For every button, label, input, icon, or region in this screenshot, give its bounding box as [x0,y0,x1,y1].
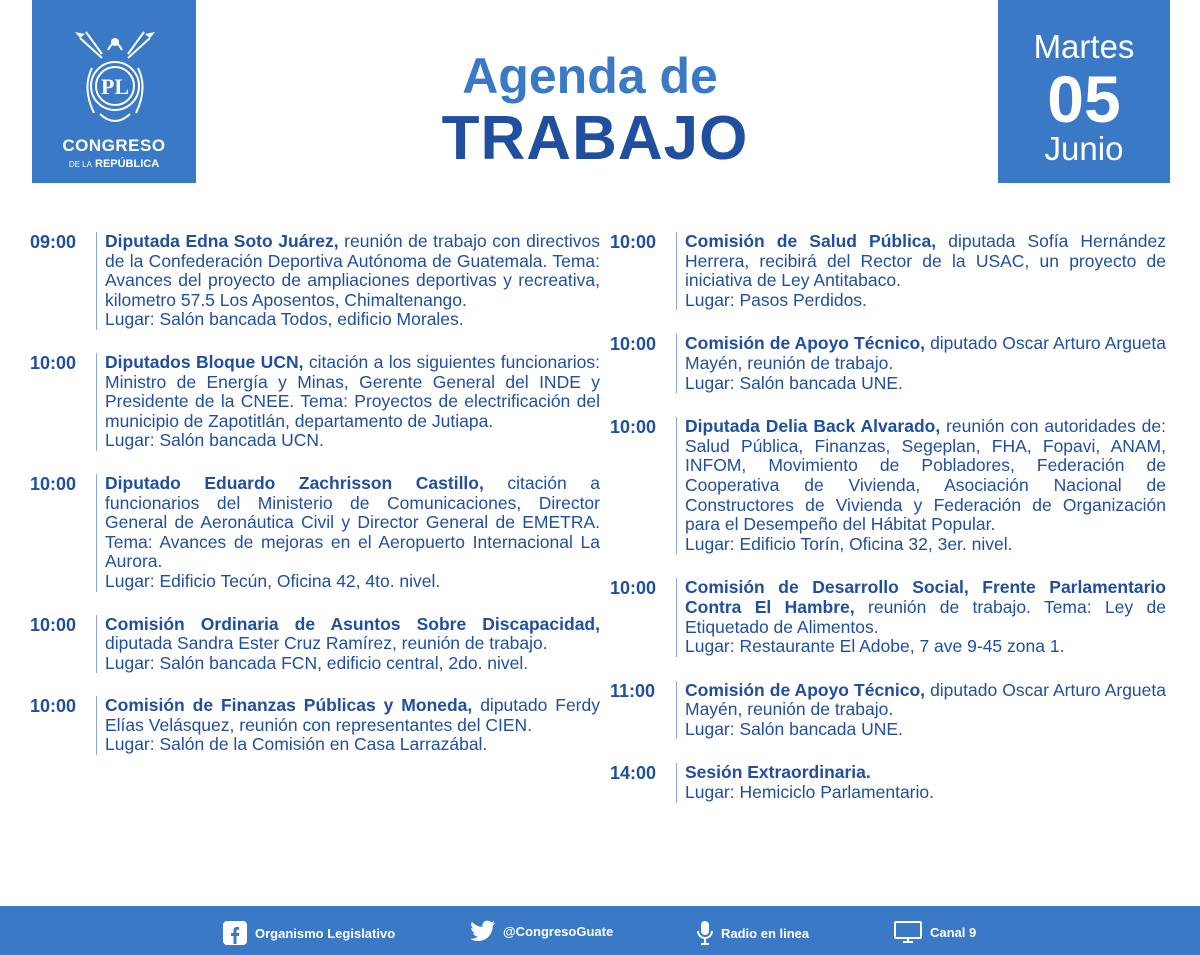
footer-tv[interactable] [893,920,976,944]
entry-name: Comisión de Salud Pública, [685,231,937,251]
agenda-entry [610,578,1166,656]
entry-time: 10:00 [30,473,77,494]
entry-divider [676,763,677,802]
entry-text: reunión de trabajo. Tema: Ley de Etiquetado de Alimentos. [685,596,1166,637]
entry-place: Lugar: Salón de la Comisión en Casa Larrazábal. [105,734,488,755]
entry-divider [676,681,677,740]
entry-text: citación a funcionarios del Ministerio de Comunicaciones, Director General de Aeronáutica Civil y Director General de EMETRA. Tema: Avances de mejoras en el Aeropuerto Internacional La Aurora. [105,472,601,572]
entry-name: Diputado Eduardo Zachrisson Castillo, [105,472,484,493]
entry-place: Lugar: Salón bancada UNE. [685,718,903,739]
congress-logo [32,0,196,183]
entry-divider [96,353,97,451]
entry-name: Comisión de Finanzas Públicas y Moneda, [105,695,473,716]
footer-radio[interactable] [696,920,809,946]
footer-tv-label: Canal 9 [930,924,977,940]
entry-text: diputado Oscar Arturo Argueta Mayén, reunión de trabajo. [685,679,1166,720]
entry-divider [676,578,677,656]
entry-name: Diputados Bloque UCN, [105,351,304,372]
logo-title: CONGRESO [62,136,166,155]
entry-body [105,474,600,592]
entry-body [105,232,600,330]
page-title-line1: Agenda de [462,48,718,104]
agenda-entry [610,763,1166,802]
entry-body [685,578,1166,656]
date-month: Junio [1044,130,1124,167]
entry-body [685,417,1166,554]
agenda-entry [610,681,1166,740]
agenda-entry [610,232,1166,310]
entry-divider [96,232,97,330]
entry-time: 10:00 [610,578,657,599]
page-title-line2: TRABAJO [441,104,749,173]
entry-name: Comisión de Apoyo Técnico, [685,333,926,354]
agenda-right-column [610,232,1166,827]
footer-facebook[interactable] [222,920,395,946]
entry-time: 10:00 [610,232,657,252]
entry-divider [676,417,677,554]
entry-time: 10:00 [30,352,77,373]
entry-body [685,681,1166,740]
entry-body [105,353,600,451]
entry-name: Comisión Ordinaria de Asuntos Sobre Discapacidad, [105,613,600,634]
logo-subtitle: DE LA REPÚBLICA [68,158,160,170]
agenda-entry [610,417,1166,554]
date-number: 05 [1047,62,1121,136]
entry-time: 14:00 [610,763,657,784]
entry-name: Diputada Edna Soto Juárez, [105,231,339,251]
entry-divider [96,474,97,592]
date-day: Martes [1033,28,1135,65]
entry-place: Lugar: Salón bancada FCN, edificio central, 2do. nivel. [105,652,529,673]
entry-body [685,232,1166,310]
entry-time: 09:00 [30,232,77,252]
agenda-entry [30,696,600,755]
entry-name: Diputada Delia Back Alvarado, [685,416,941,437]
entry-place: Lugar: Restaurante El Adobe, 7 ave 9-45 zona 1. [685,636,1065,657]
entry-time: 11:00 [610,680,656,701]
facebook-icon [222,920,248,946]
entry-text: reunión de trabajo con directivos de la Confederación Deportiva Autónoma de Guatemala. Tema: Avances del proyecto de ampliaciones deportivas y recreativa, kilometro 57.5 Los Aposentos, Chimaltenango. [105,231,600,310]
entry-text: diputado Oscar Arturo Argueta Mayén, reunión de trabajo. [685,333,1166,373]
footer-twitter-label: @CongresoGuate [503,923,614,939]
entry-name: Comisión de Apoyo Técnico, [685,679,926,700]
entry-place: Lugar: Edificio Tecún, Oficina 42, 4to. nivel. [105,570,441,591]
entry-time: 10:00 [610,334,657,355]
entry-divider [676,334,677,393]
entry-text: diputada Sandra Ester Cruz Ramírez, reunión de trabajo. [105,633,548,654]
agenda-left-column [30,232,600,778]
date-badge [998,0,1170,183]
entry-time: 10:00 [30,696,77,717]
agenda-entry [30,615,600,674]
entry-place: Lugar: Edificio Torín, Oficina 32, 3er. nivel. [685,533,1013,554]
entry-body [685,334,1166,393]
footer-bar [0,906,1200,955]
footer-twitter[interactable] [470,920,613,942]
entry-body [105,615,600,674]
tv-icon [893,920,923,944]
entry-place: Lugar: Salón bancada Todos, edificio Morales. [105,309,464,330]
agenda-entry [30,353,600,451]
entry-body [685,763,1166,802]
footer-facebook-label: Organismo Legislativo [255,925,396,941]
entry-time: 10:00 [610,417,657,438]
svg-text:PL: PL [100,74,130,99]
entry-text: reunión con autoridades de: Salud Pública, Finanzas, Segeplan, FHA, Fopavi, ANAM, INFOM, Movimiento de Pobladores, Federación de Cooperativa de Vivienda, Asociación Nacional de Constructores de Vivienda y Federación de Organización para el Desempeño del Hábitat Popular. [685,416,1167,535]
entry-text: diputada Sofía Hernández Herrera, recibirá del Rector de la USAC, un proyecto de iniciativa de Ley Antitabaco. [685,231,1166,291]
footer-radio-label: Radio en linea [721,925,810,941]
twitter-icon [470,920,496,942]
entry-divider [96,696,97,755]
entry-body [105,696,600,755]
entry-divider [96,615,97,674]
entry-divider [676,232,677,310]
entry-name: Comisión de Desarrollo Social, Frente Parlamentario Contra El Hambre, [685,577,1166,617]
entry-place: Lugar: Salón bancada UNE. [685,372,903,393]
agenda-entry [610,334,1166,393]
congress-emblem-icon [72,28,158,138]
entry-place: Lugar: Pasos Perdidos. [685,289,867,310]
entry-place: Lugar: Salón bancada UCN. [105,430,324,451]
microphone-icon [696,920,714,946]
entry-text: citación a los siguientes funcionarios: Ministro de Energía y Minas, Gerente General del INDE y Presidente de la CNEE. Tema: Proyectos de electrificación del municipio de Zapotitlán, departamento de Jutiapa. [105,351,600,431]
entry-time: 10:00 [30,614,77,635]
entry-text: diputado Ferdy Elías Velásquez, reunión con representantes del CIEN. [105,695,600,735]
agenda-entry [30,474,600,592]
agenda-entry [30,232,600,330]
entry-place: Lugar: Hemiciclo Parlamentario. [685,782,934,803]
entry-name: Sesión Extraordinaria. [685,762,871,783]
